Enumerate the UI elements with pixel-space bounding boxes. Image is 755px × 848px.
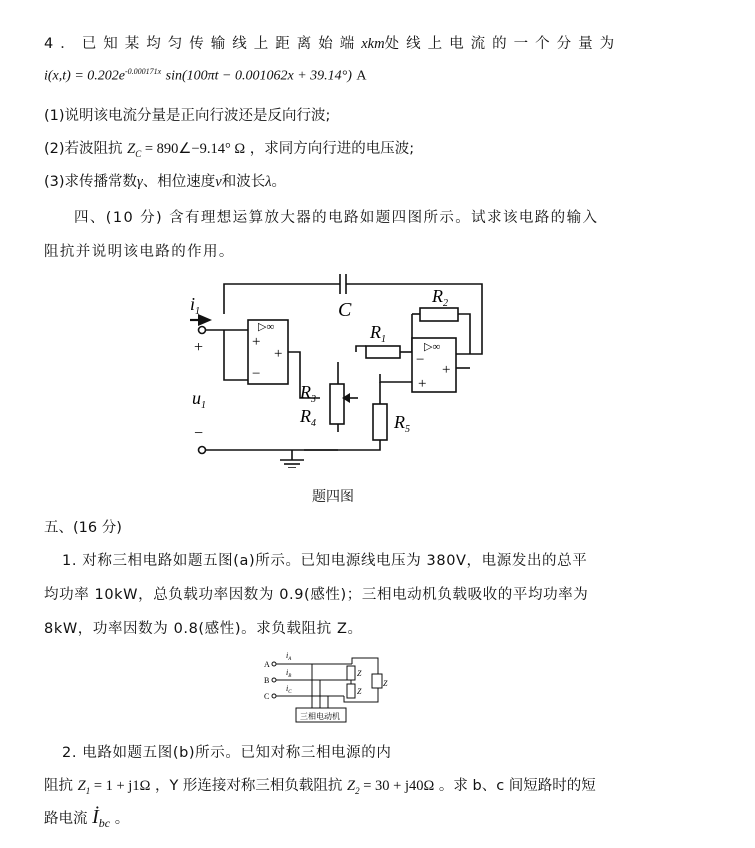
label-phase-a: A [264,660,270,669]
p2-z2-expression [347,778,434,794]
impedance-value: = 890∠−9.14° Ω [141,141,246,157]
p2-text-a: 阻抗 [44,778,73,794]
q-five-p2-line1: 2. 电路如题五图(b)所示。已知对称三相电源的内 [62,745,392,761]
q4-item2-impedance [127,141,245,157]
p2-line3-text-b: 。 [114,811,130,827]
q4-item-3 [44,170,286,191]
q4-intro-variable: xkm [361,36,385,52]
q4-item-2 [44,137,414,159]
label-r3: $R_3$ [300,382,316,405]
label-plus-input: + [194,339,204,356]
q4-item3-text-c: 和波长 [221,174,266,190]
label-z2: Z [357,687,362,696]
circuit-diagram-five-a [262,644,392,728]
opamp2-plus: + [418,376,427,392]
label-capacitor: C [338,299,352,321]
opamp1-minus: − [252,366,261,382]
impedance-subscript: C [135,148,142,159]
q4-item2-text-b: ，求同方向行进的电压波; [249,141,415,157]
q4-item3-text-a: (3)求传播常数 [44,174,138,190]
gamma-symbol: γ [137,174,143,190]
q4-intro [44,32,621,53]
label-u1: $u_1$ [192,388,206,411]
lambda-symbol: λ [265,174,272,190]
impedance-symbol: Z [127,141,136,157]
velocity-symbol: v [215,174,222,190]
q-four-heading-line2: 阻抗并说明该电路的作用。 [44,244,235,260]
q4-item2-text-a: (2)若波阻抗 [44,141,123,157]
q4-item-1: (1)说明该电流分量是正向行波还是反向行波; [44,108,331,124]
p2-text-b: ，Y 形连接对称三相负载阻抗 [154,778,343,794]
label-motor: 三相电动机 [300,712,340,721]
opamp2-out-plus: + [442,362,451,378]
p2-line3-text-a: 路电流 [44,811,88,827]
z2-symbol: Z [347,778,356,794]
label-z1: Z [357,669,362,678]
p2-text-c: 。求 b、c 间短路时的短 [438,778,596,794]
formula-rhs: sin(100πt − 0.001062x + 39.14°) [165,68,352,84]
label-r5: $R_5$ [394,412,410,435]
label-iA: $i_A$ [286,651,292,662]
z2-value: = 30 + j40Ω [359,778,435,794]
label-r1: $R_1$ [370,322,386,345]
label-minus-input: − [194,425,204,442]
opamp2-minus: − [416,352,425,368]
formula-unit: A [356,68,367,84]
q4-current-formula [44,67,367,85]
label-i1: $i_1$ [190,294,201,317]
opamp1-out-plus: + [274,346,283,362]
label-iC: $i_C$ [286,684,292,695]
q-five-p2-line2 [44,774,596,796]
z1-value: = 1 + j1Ω [90,778,151,794]
current-phasor-symbol: İ [92,806,99,828]
p2-z1-expression [78,778,151,794]
q-four-heading-line1: 四、(10 分) 含有理想运算放大器的电路如题四图所示。试求该电路的输入 [74,210,599,226]
formula-exponent: -0.000171x [124,67,162,76]
q-five-heading: 五、(16 分) [44,520,122,536]
q-five-p2-line3 [44,806,129,831]
q-five-p1-line1: 1. 对称三相电路如题五图(a)所示。已知电源线电压为 380V，电源发出的总平 [62,553,588,569]
circuit-diagram-four [180,268,510,468]
label-phase-c: C [264,692,270,701]
opamp1-symbol: ▷∞ [258,321,275,333]
current-arrow-icon [198,314,212,326]
opamp2-symbol: ▷∞ [424,341,441,353]
current-phasor-subscript: bc [98,815,111,830]
q4-intro-text-b: 处线上电流的一个分量为 [384,36,622,52]
formula-lhs: i(x,t) = 0.202e [44,68,125,84]
q-five-p1-line2: 均功率 10kW，总负载功率因数为 0.9(感性)；三相电动机负载吸收的平均功率为 [44,587,589,603]
label-iB: $i_B$ [286,668,292,679]
opamp1-plus: + [252,334,261,350]
z1-subscript: 1 [85,785,91,796]
label-z3: Z [383,679,388,688]
label-r4: $R_4$ [300,406,316,429]
z1-symbol: Z [77,778,86,794]
q-five-p1-line3: 8kW，功率因数为 0.8(感性)。求负载阻抗 Z。 [44,621,363,637]
q4-intro-text-a: 4．已知某均匀传输线上距离始端 [44,36,362,52]
q4-item3-text-d: 。 [271,174,286,190]
label-phase-b: B [264,676,270,685]
q4-item3-text-b: 、相位速度 [142,174,216,190]
figure-caption-four: 题四图 [312,489,354,505]
label-r2: $R_2$ [432,286,448,309]
z2-subscript: 2 [355,785,360,796]
